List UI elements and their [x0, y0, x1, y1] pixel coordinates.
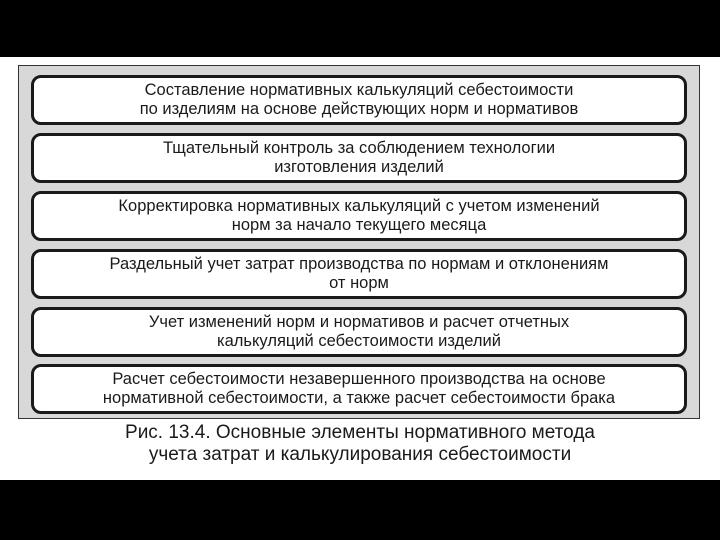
diagram-box-1: Составление нормативных калькуляций себестоимости по изделиям на основе действующих норм и нормативов	[31, 75, 687, 125]
diagram-box-5: Учет изменений норм и нормативов и расчет отчетных калькуляций себестоимости изделий	[31, 307, 687, 357]
slide	[0, 57, 720, 480]
diagram-box-2: Тщательный контроль за соблюдением технологии изготовления изделий	[31, 133, 687, 183]
diagram-box-3: Корректировка нормативных калькуляций с учетом изменений норм за начало текущего месяца	[31, 191, 687, 241]
diagram-box-6: Расчет себестоимости незавершенного производства на основе нормативной себестоимости, а также расчет себестоимости брака	[31, 364, 687, 414]
figure-caption: Рис. 13.4. Основные элементы нормативного метода учета затрат и калькулирования себестоимости	[125, 422, 595, 465]
diagram-box-4: Раздельный учет затрат производства по нормам и отклонениям от норм	[31, 249, 687, 299]
diagram-frame	[18, 65, 700, 419]
